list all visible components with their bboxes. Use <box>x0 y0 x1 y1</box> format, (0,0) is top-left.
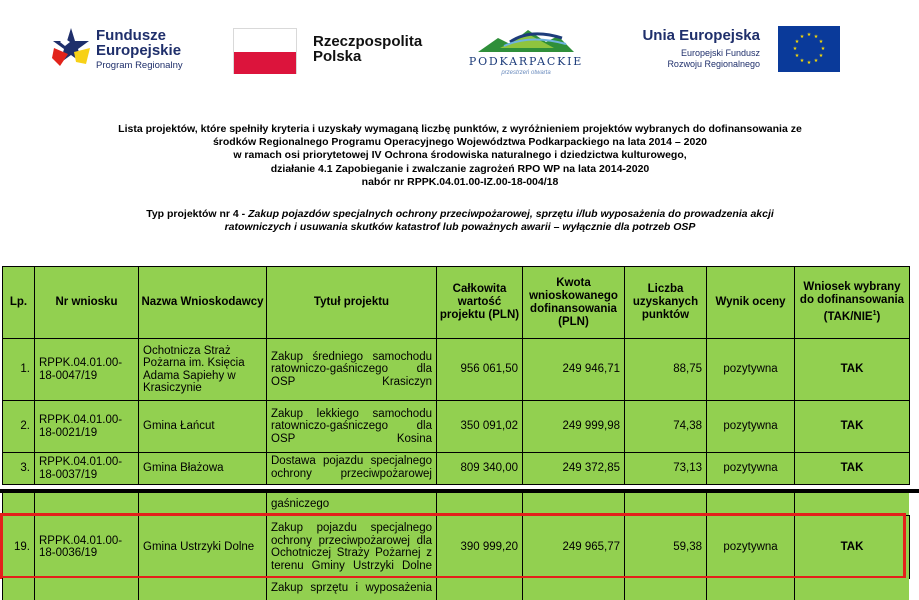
highlighted-row-table <box>2 515 910 579</box>
cell-tytul: Dostawa pojazdu specjalnego ochrony przeciwpożarowej <box>267 453 437 485</box>
svg-text:★: ★ <box>806 32 812 38</box>
fe-star-icon <box>50 26 92 68</box>
document-intro <box>40 123 880 189</box>
svg-text:★: ★ <box>792 46 798 52</box>
cell-nazwa: Ochotnicza Straż Pożarna im. Księcia Adama Sapiehy w Krasiczynie <box>139 339 267 401</box>
svg-text:★: ★ <box>799 34 805 40</box>
cell-nazwa: Gmina Łańcut <box>139 401 267 453</box>
cell-wynik: pozytywna <box>707 339 795 401</box>
svg-text:★: ★ <box>806 60 812 66</box>
cell-lp: 1. <box>3 339 35 401</box>
header-lp: Lp. <box>3 267 35 339</box>
fe-line2: Europejskie <box>96 42 182 59</box>
header-wybrany: Wniosek wybrany do dofinansowania (TAK/NIE$^1$) <box>795 267 910 339</box>
intro-line4: działanie 4.1 Zapobieganie i zwalczanie zagrożeń RPO WP na lata 2014-2020 <box>270 162 650 175</box>
cell-tytul: Zakup pojazdu specjalnego ochrony przeciwpożarowej dla Ochotniczej Straży Pożarnej z terenu Gminy Ustrzyki Dolne <box>267 516 437 579</box>
cell-wartosc: 809 340,00 <box>437 453 523 485</box>
polish-flag-icon <box>233 28 297 74</box>
header-wartosc: Całkowita wartość projektu (PLN) <box>437 267 523 339</box>
cell-lp: 3. <box>3 453 35 485</box>
svg-text:★: ★ <box>820 46 826 52</box>
cell-punkty: 59,38 <box>625 516 707 579</box>
ue-line2: Europejski Fundusz <box>680 48 760 58</box>
fundusze-europejskie-logo <box>50 26 220 78</box>
table-header-row <box>3 267 910 339</box>
cell-lp: 2. <box>3 401 35 453</box>
cell-wynik: pozytywna <box>707 516 795 579</box>
cell-wartosc: 350 091,02 <box>437 401 523 453</box>
pk-name: PODKARPACKIE <box>468 55 584 68</box>
table-fragment-bottom <box>2 578 909 600</box>
cell-nazwa: Gmina Błażowa <box>139 453 267 485</box>
type-prefix: Typ projektów nr 4 - <box>146 208 249 220</box>
type-italic1: Zakup pojazdów specjalnych ochrony przeciwpożarowej, sprzętu i/lub wyposażenia do prowadzenia akcji <box>248 208 774 220</box>
podkarpackie-mountains-icon <box>470 24 582 54</box>
cell-punkty: 74,38 <box>625 401 707 453</box>
svg-text:★: ★ <box>794 39 800 45</box>
table-row <box>3 401 910 453</box>
logo-bar <box>0 0 919 90</box>
type-italic2: ratowniczych i usuwania skutków katastrof lub poważnych awarii – wyłącznie dla potrzeb OSP <box>224 221 696 233</box>
header-kwota: Kwota wnioskowanego dofinansowania (PLN) <box>523 267 625 339</box>
cell-punkty: 88,75 <box>625 339 707 401</box>
table-fragment-top <box>2 493 909 515</box>
rp-line1: Rzeczpospolita <box>313 33 423 50</box>
svg-text:★: ★ <box>818 53 824 59</box>
rzeczpospolita-polska-logo <box>233 28 433 76</box>
eu-flag-icon <box>778 26 840 72</box>
projects-table <box>2 266 910 485</box>
cell-wybrany: TAK <box>795 516 910 579</box>
rp-line2: Polska <box>313 48 362 65</box>
cell-wartosc: 956 061,50 <box>437 339 523 401</box>
cell-tytul: Zakup średniego samochodu ratowniczo-gaśniczego dla OSP Krasiczyn <box>267 339 437 401</box>
header-nr: Nr wniosku <box>35 267 139 339</box>
header-wynik: Wynik oceny <box>707 267 795 339</box>
cell-kwota: 249 372,85 <box>523 453 625 485</box>
fe-line1: Fundusze <box>96 27 166 44</box>
fragment-bottom-text: Zakup sprzętu i wyposażenia <box>267 578 437 600</box>
cell-wynik: pozytywna <box>707 453 795 485</box>
table-row <box>3 339 910 401</box>
cell-kwota: 249 965,77 <box>523 516 625 579</box>
cell-kwota: 249 946,71 <box>523 339 625 401</box>
cell-nr: RPPK.04.01.00-18-0021/19 <box>35 401 139 453</box>
fragment-text: gaśniczego <box>267 493 437 515</box>
svg-text:★: ★ <box>799 58 805 64</box>
cell-punkty: 73,13 <box>625 453 707 485</box>
intro-line5: nabór nr RPPK.04.01.00-IZ.00-18-004/18 <box>361 175 559 188</box>
cell-wybrany: TAK <box>795 401 910 453</box>
project-type <box>40 208 880 234</box>
fe-line3: Program Regionalny <box>96 60 183 71</box>
intro-line2: środków Regionalnego Programu Operacyjnego Województwa Podkarpackiego na lata 2014 – 2020 <box>212 136 708 149</box>
podkarpackie-logo <box>456 24 596 84</box>
cell-wybrany: TAK <box>795 453 910 485</box>
cell-wybrany: TAK <box>795 339 910 401</box>
cell-kwota: 249 999,98 <box>523 401 625 453</box>
header-punkty: Liczba uzyskanych punktów <box>625 267 707 339</box>
header-tytul: Tytuł projektu <box>267 267 437 339</box>
cell-nazwa: Gmina Ustrzyki Dolne <box>139 516 267 579</box>
pk-tagline: przestrzeń otwarta <box>501 70 551 76</box>
cell-wynik: pozytywna <box>707 401 795 453</box>
cell-tytul: Zakup lekkiego samochodu ratowniczo-gaśniczego dla OSP Kosina <box>267 401 437 453</box>
intro-line3: w ramach osi priorytetowej IV Ochrona środowiska naturalnego i dziedzictwa kulturowego, <box>233 149 687 162</box>
ue-line3: Rozwoju Regionalnego <box>667 59 760 69</box>
svg-text:★: ★ <box>818 39 824 45</box>
svg-text:★: ★ <box>813 34 819 40</box>
svg-text:★: ★ <box>813 58 819 64</box>
cell-lp: 19. <box>3 516 35 579</box>
header-nazwa: Nazwa Wnioskodawcy <box>139 267 267 339</box>
ue-line1: Unia Europejska <box>642 27 760 44</box>
cell-nr: RPPK.04.01.00-18-0047/19 <box>35 339 139 401</box>
cell-nr: RPPK.04.01.00-18-0037/19 <box>35 453 139 485</box>
svg-text:★: ★ <box>794 53 800 59</box>
intro-line1: Lista projektów, które spełniły kryteria i uzyskały wymaganą liczbę punktów, z wyróżnieniem projektów wybranych do dofinansowania ze <box>118 123 802 135</box>
table-row <box>3 453 910 485</box>
unia-europejska-logo <box>620 26 840 78</box>
cell-nr: RPPK.04.01.00-18-0036/19 <box>35 516 139 579</box>
cell-wartosc: 390 999,20 <box>437 516 523 579</box>
table-row-highlighted <box>3 516 910 579</box>
